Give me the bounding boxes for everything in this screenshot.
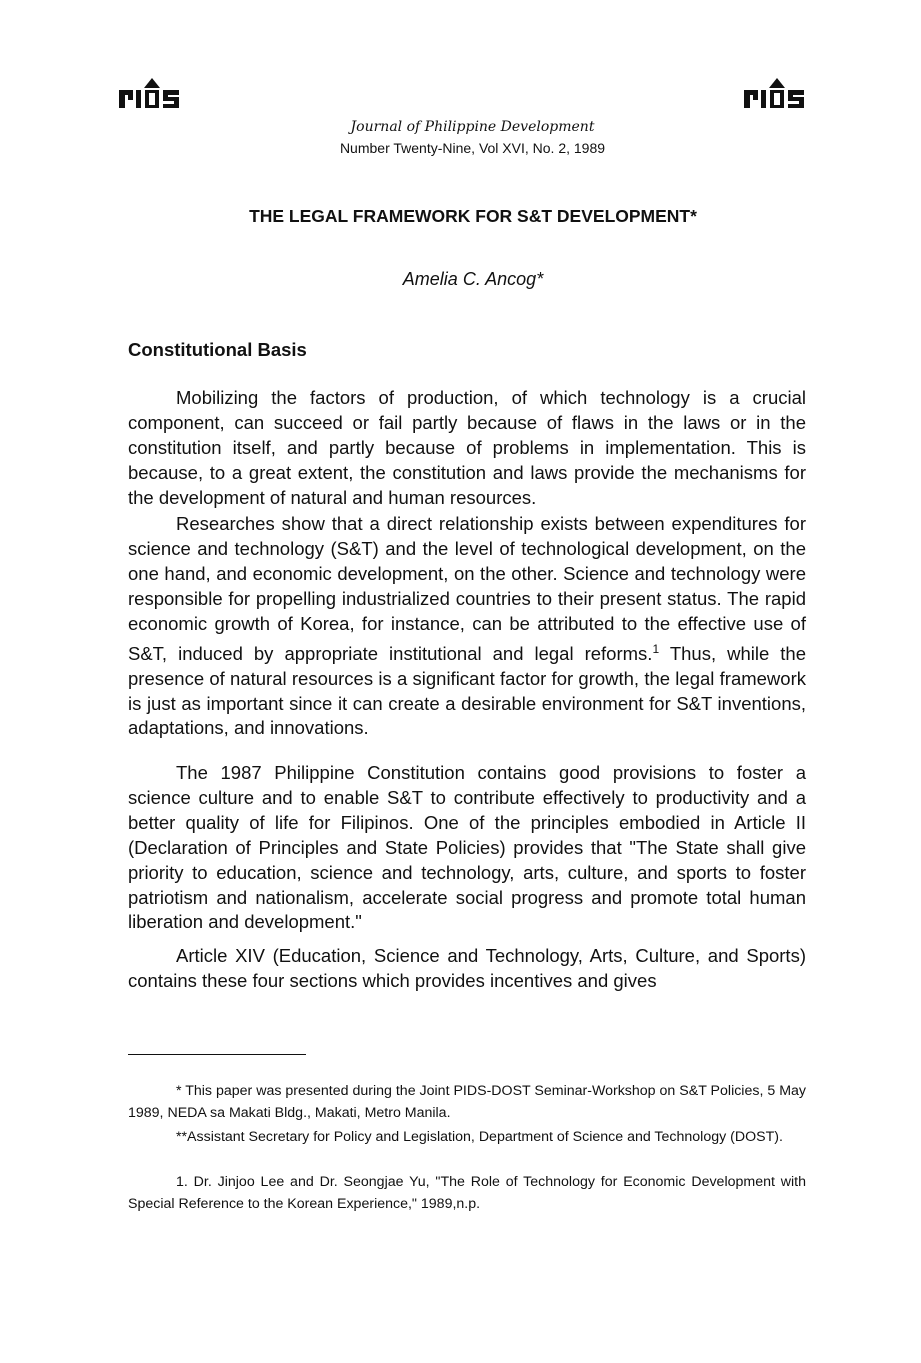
footnote-text: **Assistant Secretary for Policy and Legislation, Department of Science and Technology (DOST). <box>176 1129 783 1145</box>
footnote-ref: 1 <box>652 641 660 656</box>
pids-logo-icon <box>118 76 182 110</box>
footnote-text: 1. Dr. Jinjoo Lee and Dr. Seongjae Yu, "The Role of Technology for Economic Development with Special Reference to the Korean Experience," 1989,n.p. <box>128 1174 806 1212</box>
paragraph-text <box>128 512 806 741</box>
article-author: Amelia C. Ancog* <box>402 269 544 289</box>
paragraph-text: Article XIV (Education, Science and Technology, Arts, Culture, and Sports) contains these four sections which provides incentives and gives <box>128 945 806 991</box>
journal-issue: Number Twenty-Nine, Vol XVI, No. 2, 1989 <box>339 140 606 156</box>
paragraph-text: Mobilizing the factors of production, of which technology is a crucial component, can succeed or fail partly because of flaws in the laws or in the constitution itself, and partly because of problems in implementation. This is because, to a great extent, the constitution and laws provide the mechanisms for the development of natural and human resources. <box>128 387 806 508</box>
journal-title: Journal of Philippine Development <box>350 119 595 135</box>
footnote-2 <box>128 1126 806 1148</box>
body-paragraph-4 <box>128 944 806 994</box>
article-title: THE LEGAL FRAMEWORK FOR S&T DEVELOPMENT* <box>249 206 697 226</box>
footnote-divider <box>128 1054 306 1055</box>
footnote-text: * This paper was presented during the Joint PIDS-DOST Seminar-Workshop on S&T Policies, 5 May 1989, NEDA sa Makati Bldg., Makati, Metro Manila. <box>128 1083 806 1121</box>
body-paragraph-2 <box>128 512 806 741</box>
footnote-1 <box>128 1080 806 1124</box>
body-paragraph-3 <box>128 761 806 935</box>
body-paragraph-1 <box>128 386 806 511</box>
paragraph-text: The 1987 Philippine Constitution contains good provisions to foster a science culture and to enable S&T to contribute effectively to productivity and a better quality of life for Filipinos. One of the principles embodied in Article II (Declaration of Principles and State Policies) provides that "The State shall give priority to education, science and technology, arts, culture, and sports to foster patriotism and nationalism, accelerate social progress and promote total human liberation and development." <box>128 762 806 933</box>
paragraph-text-part: Thus, while the presence of natural resources is a significant factor for growth, the legal framework is just as important since it can create a desirable environment for S&T inventions, adaptations, and innovations. <box>128 642 806 739</box>
footnote-3 <box>128 1171 806 1215</box>
pids-logo-icon <box>743 76 807 110</box>
paragraph-text-part: Researches show that a direct relationship exists between expenditures for science and technology (S&T) and the level of technological development, on the one hand, and economic development, on the other. Science and technology were responsible for propelling industrialized countries to their present status. The rapid economic growth of Korea, for instance, can be attributed to the effective use of S&T, induced by appropriate institutional and legal reforms. <box>128 513 806 664</box>
section-heading: Constitutional Basis <box>128 339 307 360</box>
